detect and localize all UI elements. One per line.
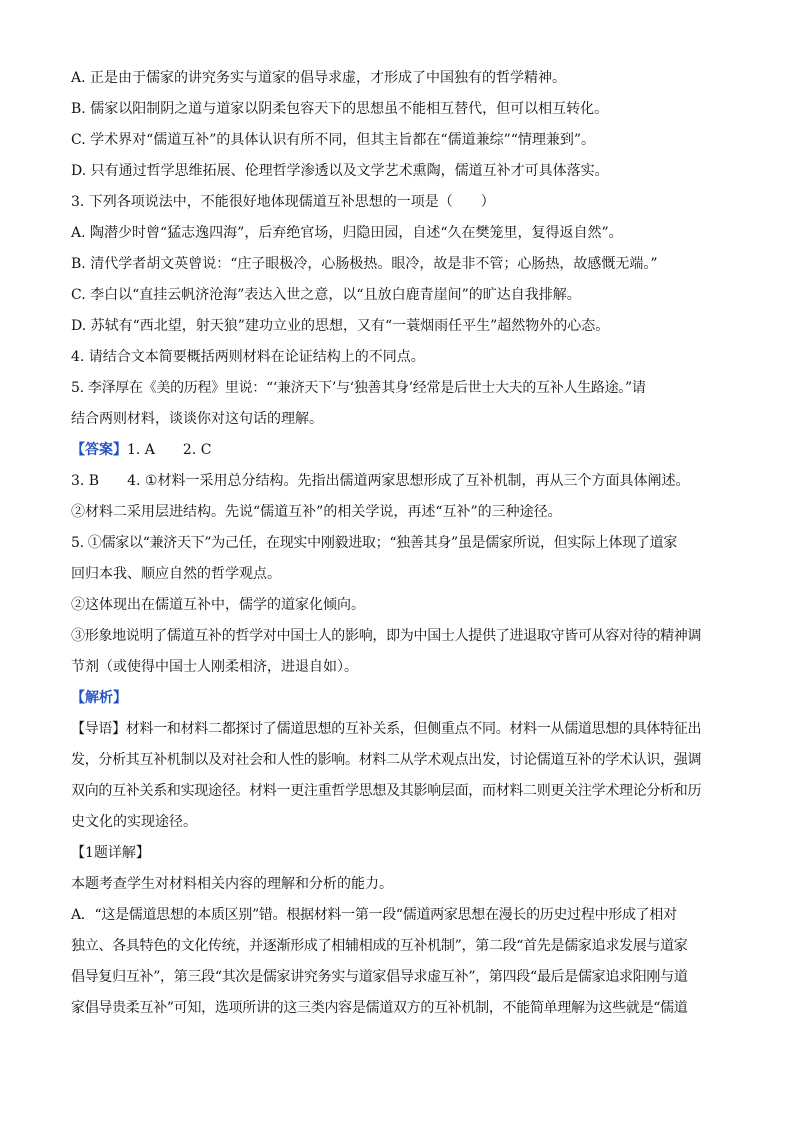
q2-option-a: A. 正是由于儒家的讲究务实与道家的倡导求虚，才形成了中国独有的哲学精神。 — [71, 70, 567, 86]
answer-5-line-1: 5. ①儒家以“兼济天下”为己任，在现实中刚毅进取；“独善其身”虽是儒家所说，但实际上体现了道家 — [71, 535, 678, 551]
guide-line-4: 史文化的实现途径。 — [71, 814, 197, 830]
answer-5-line-2: 回归本我、顺应自然的哲学观点。 — [71, 566, 281, 582]
answer-5-line-4: ③形象地说明了儒道互补的哲学对中国士人的影响，即为中国士人提供了进退取守皆可从容对待的精神调 — [71, 628, 702, 644]
detail-line-4: 倡导复归互补”，第三段“其次是儒家讲究务实与道家倡导求虚互补”，第四段“最后是儒家追求阳刚与道 — [71, 969, 688, 985]
detail-line-1: 本题考查学生对材料相关内容的理解和分析的能力。 — [71, 876, 393, 892]
q2-option-b: B. 儒家以阳制阴之道与道家以阴柔包容天下的思想虽不能相互替代，但可以相互转化。 — [71, 101, 609, 117]
answer-1: 1. A — [127, 442, 155, 458]
detail-line-3: 独立、各具特色的文化传统，并逐渐形成了相辅相成的互补机制”，第二段“首先是儒家追求发展与道家 — [71, 938, 688, 954]
q2-option-d: D. 只有通过哲学思维拓展、伦理哲学渗透以及文学艺术熏陶，儒道互补才可具体落实。 — [71, 163, 609, 179]
answer-4-line-1: 4. ①材料一采用总分结构。先指出儒道两家思想形成了互补机制，再从三个方面具体阐述。 — [127, 473, 690, 489]
detail-line-2: A．“这是儒道思想的本质区别”错。根据材料一第一段“儒道两家思想在漫长的历史过程中形成了相对 — [71, 907, 677, 923]
q3-option-b: B. 清代学者胡文英曾说：“庄子眼极冷，心肠极热。眼冷，故是非不管；心肠热，故感慨无端。” — [71, 256, 658, 272]
q5-stem-line-1: 5. 李泽厚在《美的历程》里说：“‘兼济天下’与‘独善其身’经常是后世士大夫的互补人生路途。”请 — [71, 380, 646, 396]
guide-line-1: 【导语】材料一和材料二都探讨了儒道思想的互补关系，但侧重点不同。材料一从儒道思想的具体特征出 — [71, 721, 702, 737]
q3-stem: 3. 下列各项说法中，不能很好地体现儒道互补思想的一项是（ ） — [71, 194, 495, 210]
answer-5-line-5: 节剂（或使得中国士人刚柔相济，进退自如）。 — [71, 659, 358, 675]
answer-2: 2. C — [182, 442, 212, 458]
answer-line-1 — [71, 435, 723, 466]
answer-line-2 — [71, 466, 723, 497]
guide-line-2: 发，分析其互补机制以及对社会和人性的影响。材料二从学术观点出发，讨论儒道互补的学术认识，强调 — [71, 752, 702, 768]
answer-label: 【答案】 — [71, 442, 127, 458]
analysis-label-line — [71, 683, 723, 714]
analysis-label: 【解析】 — [71, 690, 127, 706]
answer-3: 3. B — [71, 473, 100, 489]
q3-option-a: A. 陶潜少时曾“猛志逸四海”，后弃绝官场，归隐田园，自述“久在樊笼里，复得返自然”。 — [71, 225, 623, 241]
answer-5-line-3: ②这体现出在儒道互补中，儒学的道家化倾向。 — [71, 597, 365, 613]
detail-line-5: 家倡导贵柔互补”可知，选项所讲的这三类内容是儒道双方的互补机制，不能简单理解为这些就是“儒道 — [71, 1000, 688, 1016]
detail-label: 【1题详解】 — [71, 845, 150, 861]
q2-option-c: C. 学术界对“儒道互补”的具体认识有所不同，但其主旨都在“儒道兼综”“情理兼到”。 — [71, 132, 596, 148]
q3-option-c: C. 李白以“直挂云帆济沧海”表达入世之意，以“且放白鹿青崖间”的旷达自我排解。 — [71, 287, 581, 303]
answer-4-line-2: ②材料二采用层进结构。先说“儒道互补”的相关学说，再述“互补”的三种途径。 — [71, 504, 562, 520]
q4-stem: 4. 请结合文本简要概括两则材料在论证结构上的不同点。 — [71, 349, 425, 365]
q5-stem-line-2: 结合两则材料，谈谈你对这句话的理解。 — [71, 411, 323, 427]
q3-option-d: D. 苏轼有“西北望，射天狼”建功立业的思想，又有“一蓑烟雨任平生”超然物外的心态。 — [71, 318, 610, 334]
guide-line-3: 双向的互补关系和实现途径。材料一更注重哲学思想及其影响层面，而材料二则更关注学术理论分析和历 — [71, 783, 702, 799]
document-page — [71, 63, 723, 1024]
